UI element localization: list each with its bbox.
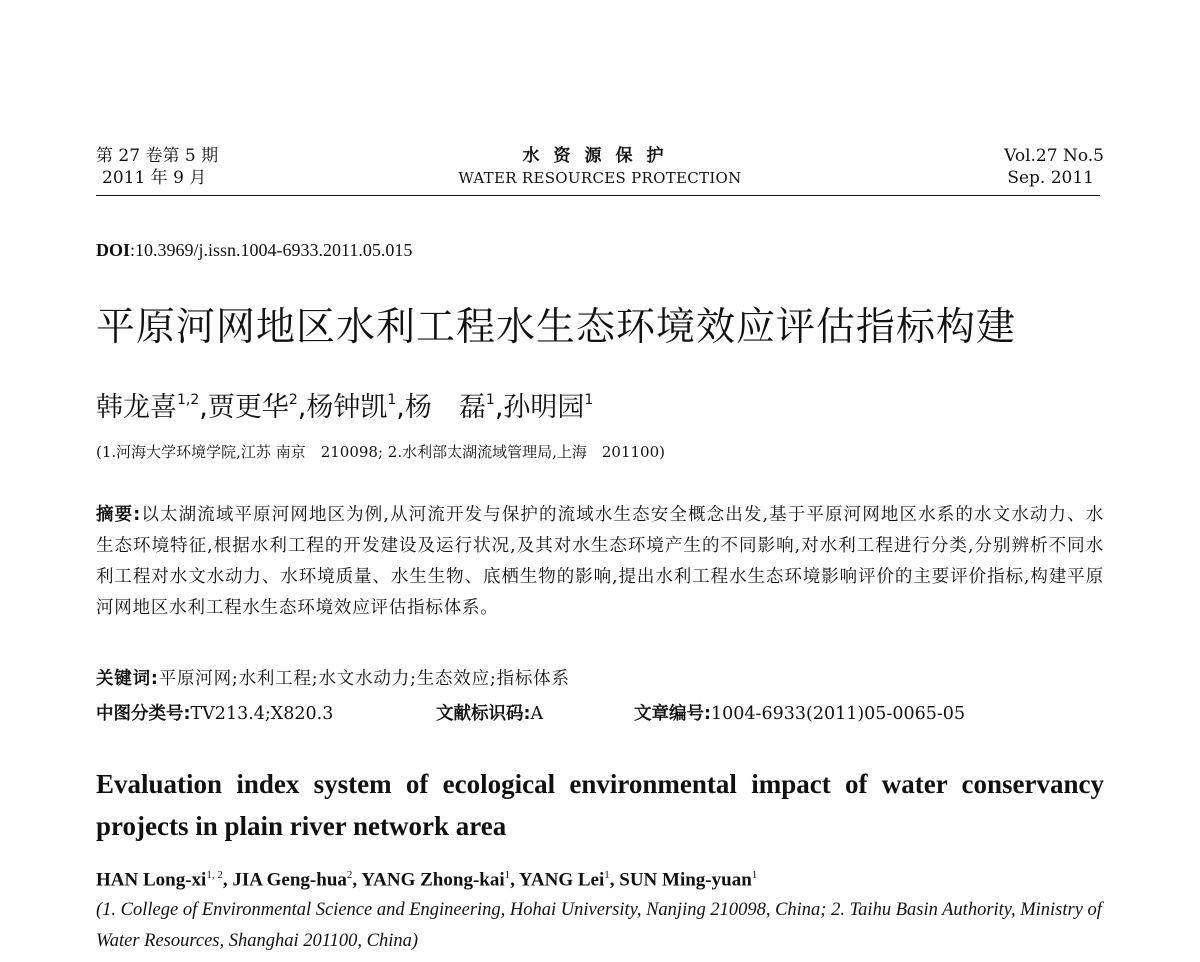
author-name-en: JIA Geng-hua <box>232 869 347 891</box>
author-separator: , <box>396 392 405 423</box>
author-affil-mark: 1 <box>387 392 397 408</box>
author-affil-mark: 1 <box>584 392 594 408</box>
author-separator: , <box>494 392 504 423</box>
affiliation-en: (1. College of Environmental Science and Engineering, Hohai University, Nanjing 210098, China; 2. Taihu Basin Authority, Ministry of Water Resources, Shanghai 201100, China) <box>96 900 1102 951</box>
author-separator-en: , <box>352 869 362 891</box>
journal-volume-info-en <box>1004 145 1104 189</box>
author-affil-mark: 2 <box>288 392 298 408</box>
paper-title-en: Evaluation index system of ecological environmental impact of water conservancy projects in plain river network area <box>96 769 1104 841</box>
header-rule <box>96 195 1100 196</box>
clc-label: 中图分类号: <box>96 704 191 724</box>
author-separator: , <box>199 392 208 423</box>
author-affil-mark-en: 1 <box>751 869 758 881</box>
doi-line <box>96 240 412 261</box>
clc-number <box>96 700 436 728</box>
journal-title-en: WATER RESOURCES PROTECTION <box>458 169 742 187</box>
author-name-en: SUN Ming-yuan <box>619 869 752 891</box>
abstract-cn <box>96 500 1104 624</box>
journal-volume-info <box>96 145 218 189</box>
author-name-en: HAN Long-xi <box>96 869 207 891</box>
doc-code-value: A <box>530 704 544 724</box>
journal-title-cn: 水资源保护 <box>522 146 678 166</box>
author-separator-en: , <box>609 869 620 891</box>
author-separator: , <box>297 392 307 423</box>
author-affil-mark-en: 2 <box>346 869 353 881</box>
author-name: 韩龙喜 <box>96 392 177 423</box>
article-number-label: 文章编号: <box>634 704 711 724</box>
author-separator-en: , <box>222 869 233 891</box>
author-affil-mark: 1 <box>485 392 495 408</box>
authors-en <box>96 862 757 893</box>
doi-value: :10.3969/j.issn.1004-6933.2011.05.015 <box>130 240 413 260</box>
author-name-en: YANG Zhong-kai <box>361 869 505 891</box>
abstract-text: 以太湖流域平原河网地区为例,从河流开发与保护的流域水生态安全概念出发,基于平原河网地区水系的水文水动力、水生态环境特征,根据水利工程的开发建设及运行状况,及其对水生态环境产生的不同影响,对水利工程进行分类,分别辨析不同水利工程对水文水动力、水环境质量、水生生物、底栖生物的影响,提出水利工程水生态环境影响评价的主要评价指标,构建平原河网地区水利工程水生态环境效应评估指标体系。 <box>96 505 1104 618</box>
author-name: 杨钟凯 <box>306 392 388 423</box>
document-code <box>436 700 634 728</box>
publication-date-en: Sep. 2011 <box>1007 168 1094 188</box>
author-affil-mark: 1,2 <box>177 392 200 408</box>
author-name: 贾更华 <box>207 392 289 423</box>
article-number-value: 1004-6933(2011)05-0065-05 <box>711 704 966 724</box>
volume-issue: 第 27 卷第 5 期 <box>96 146 219 166</box>
journal-title <box>400 145 800 189</box>
keywords-cn <box>96 665 570 693</box>
doc-code-label: 文献标识码: <box>436 704 531 724</box>
keywords-text: 平原河网;水利工程;水文水动力;生态效应;指标体系 <box>158 669 570 689</box>
author-affil-mark-en: 1 <box>504 869 511 881</box>
authors-cn <box>96 382 593 426</box>
author-name: 杨 磊 <box>404 392 486 423</box>
abstract-label: 摘要: <box>96 505 142 525</box>
article-number <box>634 700 965 728</box>
author-affil-mark-en: 1, 2 <box>206 869 223 881</box>
keywords-label: 关键词: <box>96 669 159 689</box>
publication-date: 2011 年 9 月 <box>102 168 207 188</box>
clc-value: TV213.4;X820.3 <box>190 704 334 724</box>
author-name: 孙明园 <box>503 392 585 423</box>
affiliation-cn: (1.河海大学环境学院,江苏 南京 210098; 2.水利部太湖流域管理局,上海 201100) <box>96 443 665 461</box>
author-affil-mark-en: 1 <box>604 869 610 881</box>
paper-title-cn: 平原河网地区水利工程水生态环境效应评估指标构建 <box>96 305 1017 350</box>
author-name-en: YANG Lei <box>518 869 605 891</box>
doi-label: DOI <box>96 240 131 260</box>
volume-issue-en: Vol.27 No.5 <box>1004 146 1104 166</box>
classification-line <box>96 700 1104 728</box>
author-separator-en: , <box>510 869 519 891</box>
